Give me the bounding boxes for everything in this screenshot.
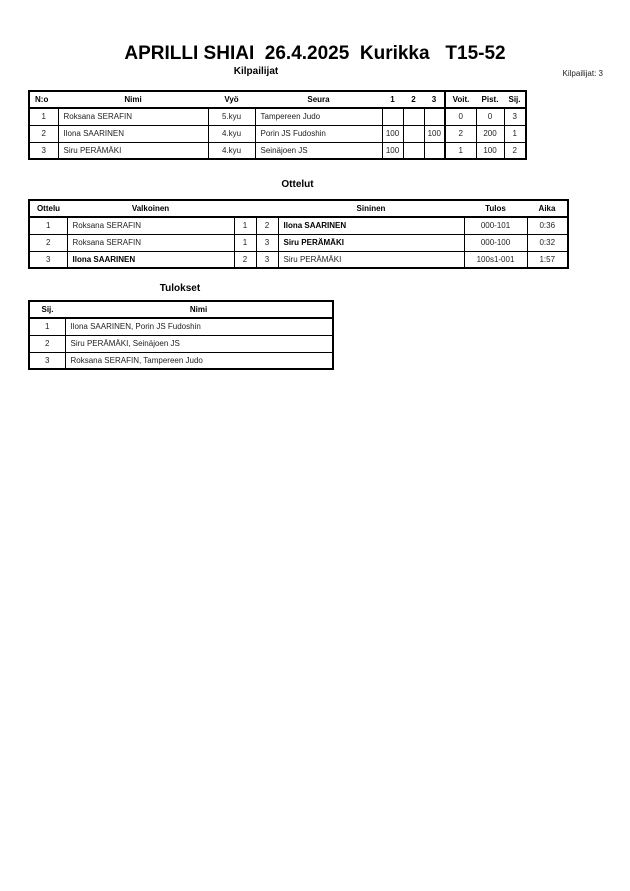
competitor-count-label: Kilpailijat: 3 bbox=[562, 69, 603, 78]
cell-white-no: 1 bbox=[234, 217, 256, 234]
cell-result: 000-101 bbox=[464, 217, 527, 234]
cell-place: 2 bbox=[504, 142, 526, 159]
col-header-match: Ottelu bbox=[29, 200, 67, 217]
page-title: APRILLI SHIAI 26.4.2025 Kurikka T15-52 bbox=[124, 43, 506, 64]
cell-round1: 100 bbox=[382, 142, 403, 159]
cell-time: 0:32 bbox=[527, 234, 568, 251]
cell-blue-no: 3 bbox=[256, 234, 278, 251]
col-header-white-no bbox=[234, 200, 256, 217]
cell-belt: 4.kyu bbox=[208, 142, 255, 159]
cell-match-no: 1 bbox=[29, 217, 67, 234]
cell-points: 200 bbox=[476, 125, 504, 142]
cell-club: Seinäjoen JS bbox=[255, 142, 382, 159]
competitors-header-row bbox=[29, 91, 526, 108]
cell-white-no: 1 bbox=[234, 234, 256, 251]
cell-blue-name: Siru PERÄMÄKI bbox=[278, 234, 464, 251]
result-row bbox=[29, 318, 333, 335]
result-row bbox=[29, 335, 333, 352]
cell-round2 bbox=[403, 108, 424, 125]
col-header-place: Sij. bbox=[29, 301, 65, 318]
cell-name: Roksana SERAFIN, Tampereen Judo bbox=[65, 352, 333, 369]
matches-table bbox=[28, 199, 569, 269]
cell-time: 0:36 bbox=[527, 217, 568, 234]
cell-name: Siru PERÄMÄKI, Seinäjoen JS bbox=[65, 335, 333, 352]
col-header-white: Valkoinen bbox=[67, 200, 234, 217]
cell-belt: 5.kyu bbox=[208, 108, 255, 125]
matches-header-row bbox=[29, 200, 568, 217]
cell-points: 100 bbox=[476, 142, 504, 159]
result-row bbox=[29, 352, 333, 369]
matches-section-title: Ottelut bbox=[281, 179, 314, 190]
col-header-round2: 2 bbox=[403, 91, 424, 108]
cell-round3 bbox=[424, 142, 445, 159]
cell-place: 3 bbox=[504, 108, 526, 125]
cell-blue-no: 2 bbox=[256, 217, 278, 234]
cell-match-no: 3 bbox=[29, 251, 67, 268]
match-row bbox=[29, 251, 568, 268]
cell-round3 bbox=[424, 108, 445, 125]
col-header-time: Aika bbox=[527, 200, 568, 217]
cell-blue-no: 3 bbox=[256, 251, 278, 268]
col-header-place: Sij. bbox=[504, 91, 526, 108]
cell-white-name: Ilona SAARINEN bbox=[67, 251, 234, 268]
col-header-round3: 3 bbox=[424, 91, 445, 108]
results-section-title: Tulokset bbox=[159, 283, 201, 294]
cell-no: 3 bbox=[29, 142, 58, 159]
cell-wins: 2 bbox=[445, 125, 476, 142]
cell-round1: 100 bbox=[382, 125, 403, 142]
cell-result: 100s1-001 bbox=[464, 251, 527, 268]
results-table bbox=[28, 300, 334, 370]
cell-name: Ilona SAARINEN, Porin JS Fudoshin bbox=[65, 318, 333, 335]
cell-name: Roksana SERAFIN bbox=[58, 108, 208, 125]
col-header-name: Nimi bbox=[58, 91, 208, 108]
cell-belt: 4.kyu bbox=[208, 125, 255, 142]
cell-match-no: 2 bbox=[29, 234, 67, 251]
cell-blue-name: Ilona SAARINEN bbox=[278, 217, 464, 234]
cell-club: Porin JS Fudoshin bbox=[255, 125, 382, 142]
cell-place: 1 bbox=[504, 125, 526, 142]
cell-round2 bbox=[403, 142, 424, 159]
cell-white-no: 2 bbox=[234, 251, 256, 268]
cell-white-name: Roksana SERAFIN bbox=[67, 234, 234, 251]
competitor-row bbox=[29, 125, 526, 142]
cell-place: 1 bbox=[29, 318, 65, 335]
col-header-name: Nimi bbox=[65, 301, 333, 318]
cell-white-name: Roksana SERAFIN bbox=[67, 217, 234, 234]
cell-name: Ilona SAARINEN bbox=[58, 125, 208, 142]
cell-round3: 100 bbox=[424, 125, 445, 142]
col-header-no: N:o bbox=[29, 91, 58, 108]
cell-club: Tampereen Judo bbox=[255, 108, 382, 125]
col-header-club: Seura bbox=[255, 91, 382, 108]
col-header-points: Pist. bbox=[476, 91, 504, 108]
cell-wins: 0 bbox=[445, 108, 476, 125]
competitor-row bbox=[29, 108, 526, 125]
cell-round2 bbox=[403, 125, 424, 142]
cell-no: 1 bbox=[29, 108, 58, 125]
cell-no: 2 bbox=[29, 125, 58, 142]
cell-round1 bbox=[382, 108, 403, 125]
col-header-round1: 1 bbox=[382, 91, 403, 108]
cell-place: 2 bbox=[29, 335, 65, 352]
competitor-row bbox=[29, 142, 526, 159]
cell-points: 0 bbox=[476, 108, 504, 125]
cell-time: 1:57 bbox=[527, 251, 568, 268]
col-header-blue-no bbox=[256, 200, 278, 217]
match-row bbox=[29, 217, 568, 234]
cell-result: 000-100 bbox=[464, 234, 527, 251]
col-header-wins: Voit. bbox=[445, 91, 476, 108]
cell-name: Siru PERÄMÄKI bbox=[58, 142, 208, 159]
competitors-section-title: Kilpailijat bbox=[233, 66, 279, 77]
cell-place: 3 bbox=[29, 352, 65, 369]
cell-wins: 1 bbox=[445, 142, 476, 159]
results-header-row bbox=[29, 301, 333, 318]
match-row bbox=[29, 234, 568, 251]
competitors-table bbox=[28, 90, 527, 160]
col-header-result: Tulos bbox=[464, 200, 527, 217]
col-header-belt: Vyö bbox=[208, 91, 255, 108]
col-header-blue: Sininen bbox=[278, 200, 464, 217]
cell-blue-name: Siru PERÄMÄKI bbox=[278, 251, 464, 268]
